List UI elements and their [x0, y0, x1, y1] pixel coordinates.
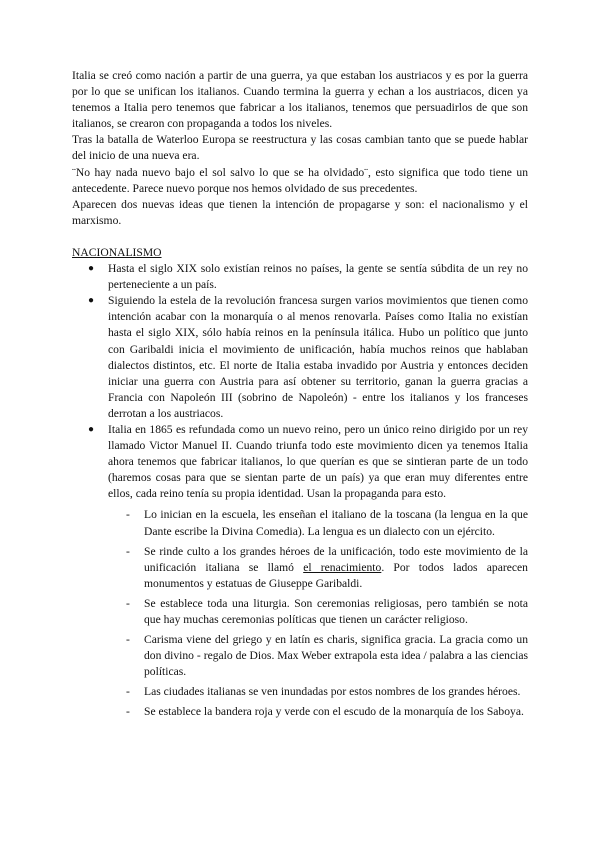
intro-paragraph-4: Aparecen dos nuevas ideas que tienen la intención de propagarse y son: el nacionalismo y el marxismo. [72, 197, 528, 227]
list-item-text: Siguiendo la estela de la revolución francesa surgen varios movimientos que tienen como intención acabar con la monarquía o al menos renovarla. Países como Italia no existían hasta el siglo XIX, sólo había reinos en la península itálica. Hubo un político que junto con Garibaldi inicia el movimiento de unificación, había muchos reinos que hablaban dialectos distintos, etc. El norte de Italia estaba invadido por Austria y entonces deciden iniciar una guerra con Austria para así obtener su territorio, ganan la guerra gracias a Francia con Napoleón III (sobrino de Napoleón) - entre los italianos y los franceses derrotan a los austriacos. [108, 294, 528, 420]
dash-item [108, 507, 528, 539]
dash-item [108, 684, 528, 700]
dash-icon: - [126, 685, 130, 699]
bullet-icon: ● [88, 263, 95, 275]
dash-item-text [144, 545, 528, 590]
dash-list [108, 507, 528, 720]
section-title: NACIONALISMO [72, 245, 162, 259]
dash-item-text: Se establece toda una liturgia. Son ceremonias religiosas, pero también se nota que hay muchas ceremonias políticas que tienen un carácter religioso. [144, 596, 528, 626]
dash-icon: - [126, 633, 130, 647]
dash-icon: - [126, 544, 130, 558]
dash-item [108, 596, 528, 628]
intro-paragraph-1: Italia se creó como nación a partir de una guerra, ya que estaban los austriacos y es por la guerra por lo que se unifican los italianos. Cuando termina la guerra y echan a los austriacos, dicen ya tenemos a Italia pero tenemos que fabricar a los italianos, tenemos que persuadirlos de que son italianos, se crearon con propaganda a todos los niveles. [72, 69, 528, 131]
list-item-text: Hasta el siglo XIX solo existían reinos no países, la gente se sentía súbdita de un rey no perteneciente a un país. [108, 262, 528, 292]
intro-paragraph-2: Tras la batalla de Waterloo Europa se reestructura y las cosas cambian tanto que se puede hablar del inicio de una nueva era. [72, 133, 528, 163]
dash-item [108, 544, 528, 592]
dash-item-text-after: . Por todos lados aparecen monumentos y estatuas de Giuseppe Garibaldi. [144, 560, 528, 590]
dash-item-text-before: Se rinde culto a los grandes héroes de la unificación, todo este movimiento de la unificación italiana se llamó [144, 544, 528, 574]
list-item [72, 293, 528, 422]
bullet-icon: ● [88, 423, 95, 435]
dash-item [108, 704, 528, 720]
dash-item-text: Lo inician en la escuela, les enseñan el italiano de la toscana (la lengua en la que Dante escribe la Divina Comedia). La lengua es un dialecto con un ejército. [144, 508, 528, 538]
dash-icon: - [126, 705, 130, 719]
bullet-list [72, 261, 528, 721]
dash-icon: - [126, 508, 130, 522]
intro-paragraph-3: ¨No hay nada nuevo bajo el sol salvo lo que se ha olvidado¨, esto significa que todo tiene un antecedente. Parece nuevo porque nos hemos olvidado de sus precedentes. [72, 165, 528, 195]
dash-icon: - [126, 596, 130, 610]
dash-item [108, 632, 528, 680]
dash-item-text: Se establece la bandera roja y verde con el escudo de la monarquía de los Saboya. [144, 705, 524, 719]
list-item [72, 422, 528, 721]
document-page [72, 68, 528, 725]
bullet-icon: ● [88, 295, 95, 307]
dash-item-text: Las ciudades italianas se ven inundadas por estos nombres de los grandes héroes. [144, 685, 521, 699]
dash-item-text: Carisma viene del griego y en latín es charis, significa gracia. La gracia como un don divino - regalo de Dios. Max Weber extrapola esta idea / palabra a las ciencias políticas. [144, 633, 528, 679]
list-item [72, 261, 528, 293]
list-item-text: Italia en 1865 es refundada como un nuevo reino, pero un único reino dirigido por un rey llamado Victor Manuel II. Cuando triunfa todo este movimiento dicen ya tenemos Italia ahora tenemos que fabricar italianos, lo que querían es que se sintieran parte de un todo (haremos cosas para que se sientan parte de un país) ya que eran muy diferentes entre ellos, cada reino tenía su propia identidad. Usan la propaganda para esto. [108, 422, 528, 501]
underlined-term: el renacimiento [303, 560, 382, 574]
